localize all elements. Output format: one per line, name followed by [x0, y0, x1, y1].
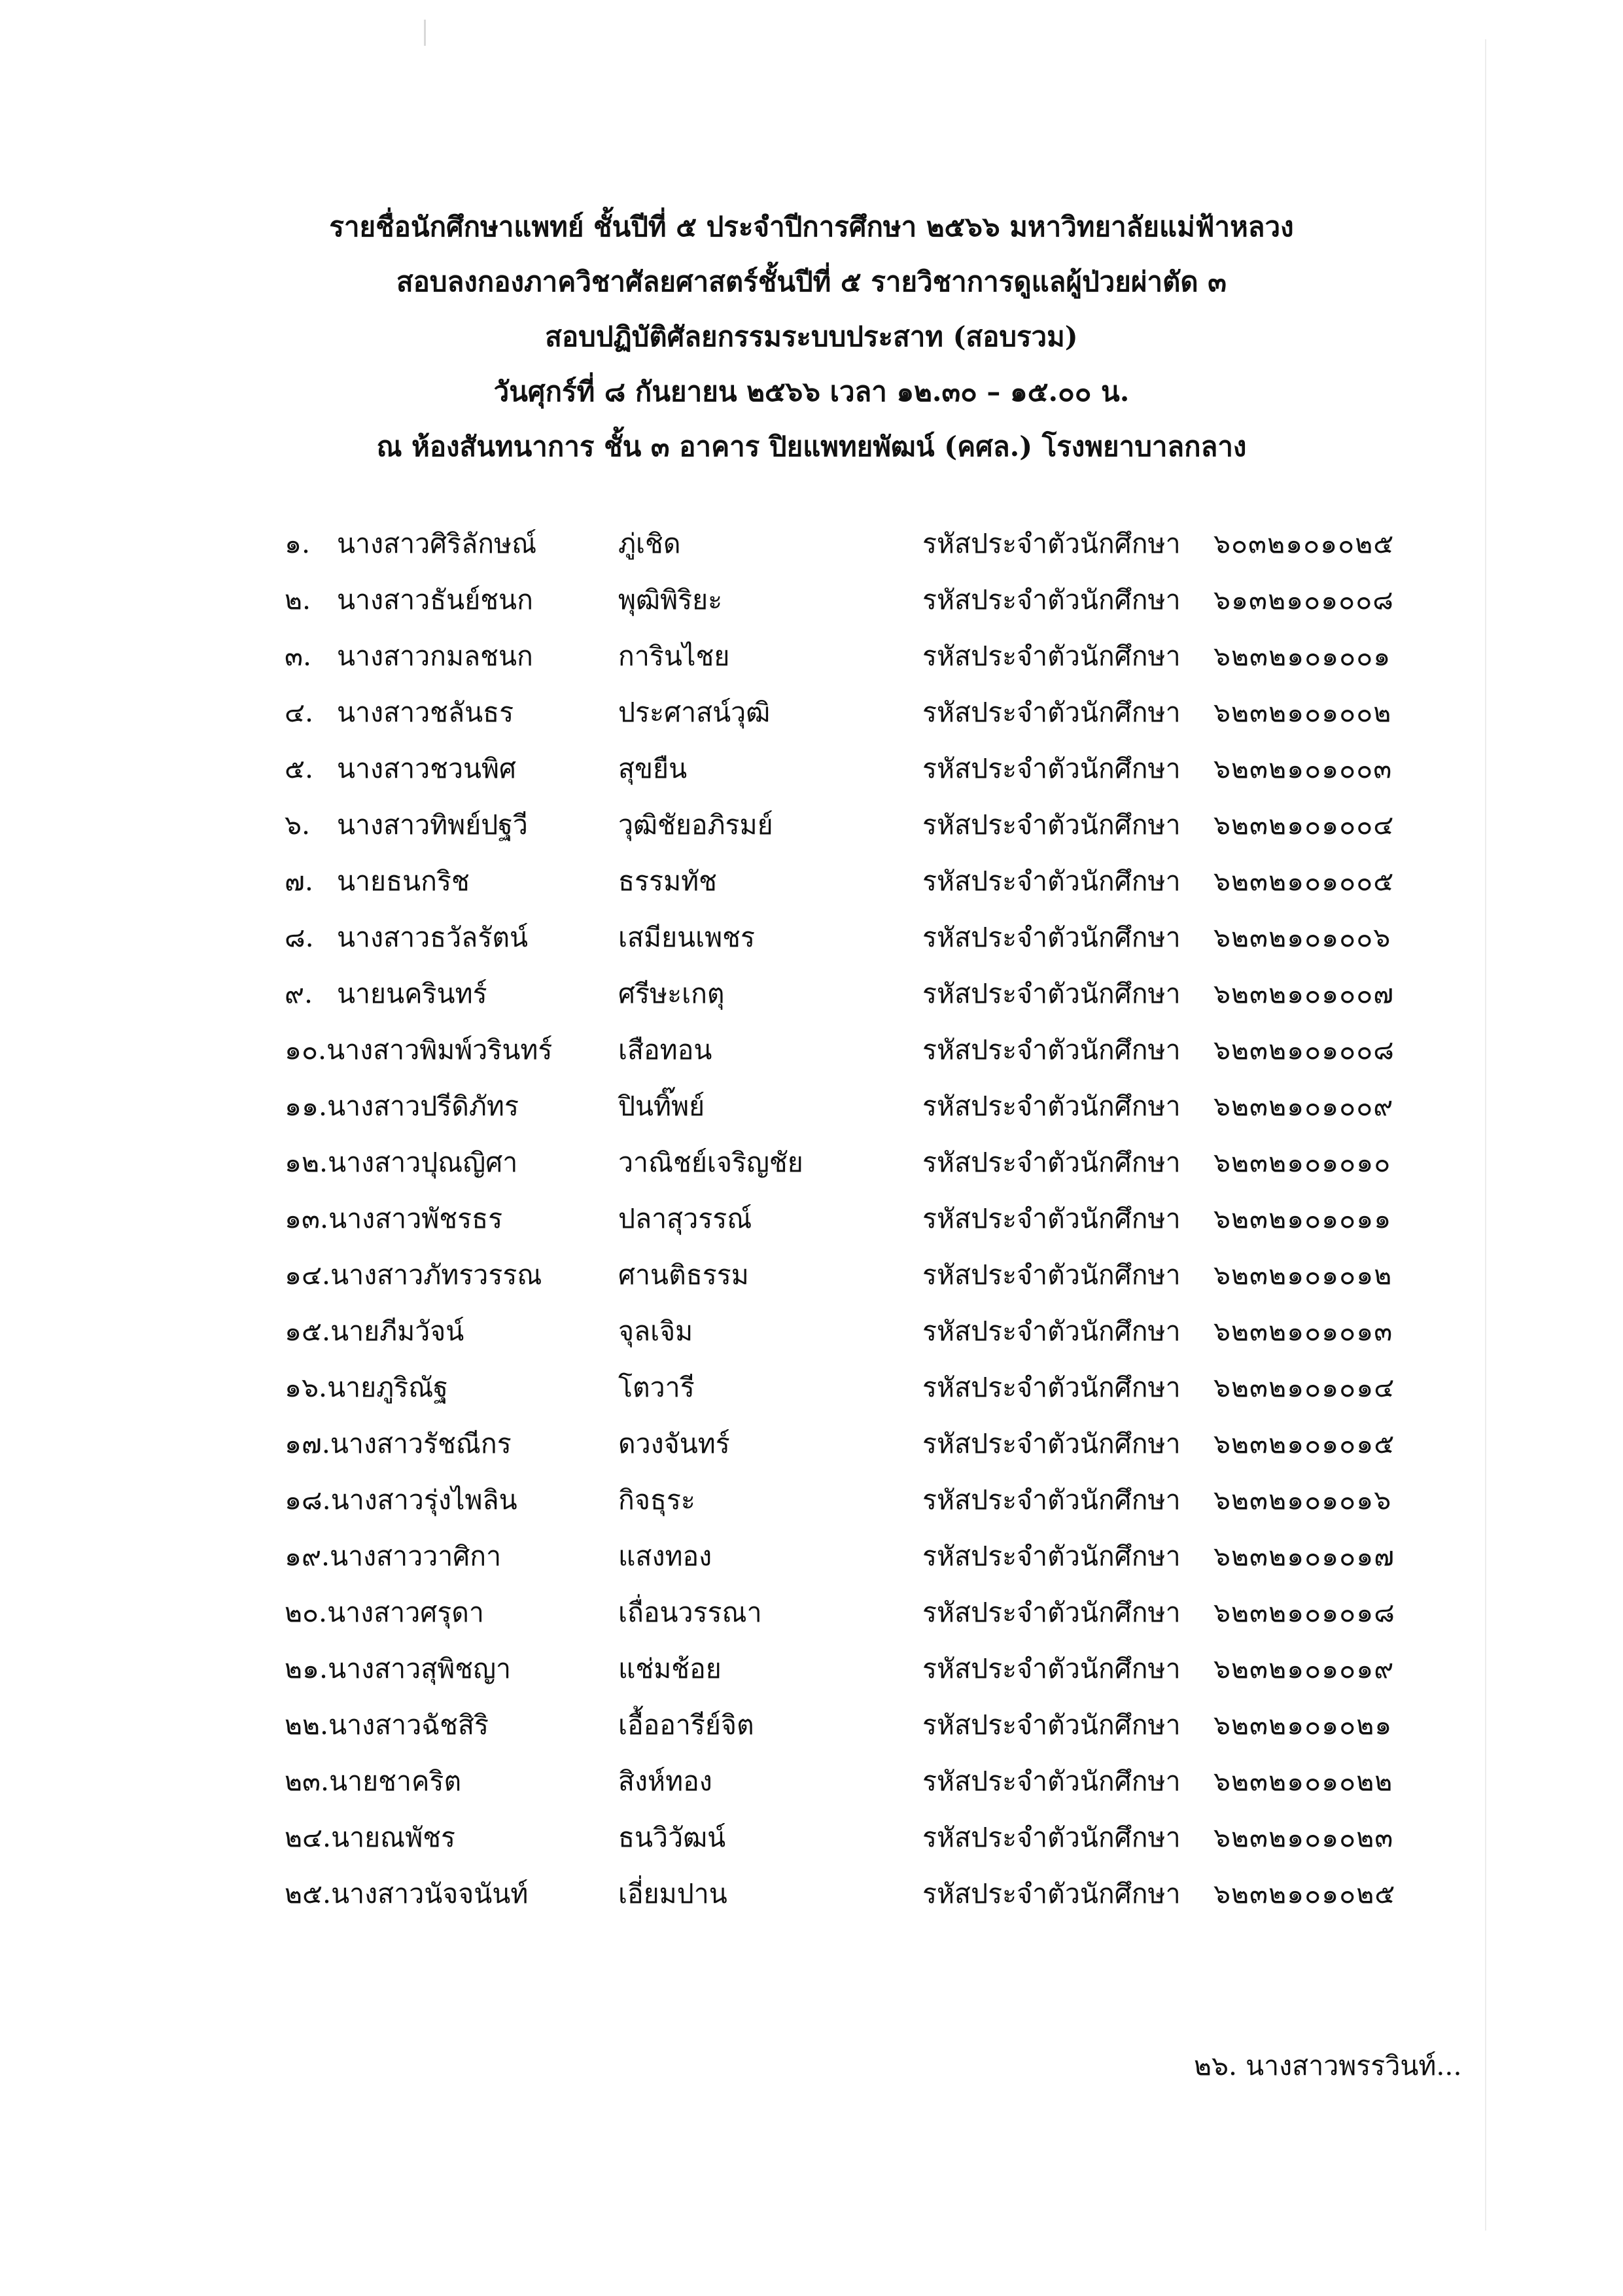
student-row	[0, 1753, 1623, 1809]
student-row	[0, 853, 1623, 909]
student-last-name: เอื้ออารีย์จิต	[618, 1709, 754, 1741]
student-last-name: การินไชย	[618, 640, 730, 672]
student-id-label: รหัสประจำตัวนักศึกษา	[922, 1822, 1181, 1853]
student-last-name: ศานติธรรม	[618, 1259, 749, 1291]
student-id-label: รหัสประจำตัวนักศึกษา	[922, 1259, 1181, 1291]
student-row	[0, 1359, 1623, 1416]
student-first-name: ๒๓.นายชาคริต	[285, 1765, 462, 1797]
student-last-name: ธรรมทัช	[618, 865, 717, 897]
student-id: ๖๒๓๒๑๐๑๐๑๑	[1213, 1203, 1392, 1234]
student-last-name: โตวารี	[618, 1372, 695, 1403]
student-first-name: ๑๕.นายภีมวัจน์	[285, 1315, 464, 1347]
student-first-name: ๑๖.นายภูริณัฐ	[285, 1372, 448, 1403]
student-first-name: นางสาวกมลชนก	[337, 640, 533, 672]
student-id: ๖๒๓๒๑๐๑๐๐๗	[1213, 978, 1395, 1009]
student-last-name: พุฒิพิริยะ	[618, 584, 723, 616]
student-id-label: รหัสประจำตัวนักศึกษา	[922, 1765, 1181, 1797]
student-row	[0, 572, 1623, 628]
student-id-label: รหัสประจำตัวนักศึกษา	[922, 978, 1181, 1009]
student-first-name: ๑๑.นางสาวปรีดิภัทร	[285, 1090, 519, 1122]
student-id-label: รหัสประจำตัวนักศึกษา	[922, 1147, 1181, 1178]
student-id-label: รหัสประจำตัวนักศึกษา	[922, 528, 1181, 559]
student-last-name: ศรีษะเกตุ	[618, 978, 725, 1009]
student-row	[0, 1584, 1623, 1641]
student-last-name: แสงทอง	[618, 1540, 712, 1572]
student-row	[0, 1022, 1623, 1078]
student-list	[0, 515, 1623, 1922]
student-first-name: นางสาวชลันธร	[337, 697, 514, 728]
student-id-label: รหัสประจำตัวนักศึกษา	[922, 640, 1181, 672]
continuation-note: ๒๖. นางสาวพรรวินท์...	[1194, 2050, 1462, 2081]
student-first-name: ๒๐.นางสาวศรุดา	[285, 1597, 484, 1628]
student-id: ๖๑๓๒๑๐๑๐๐๘	[1213, 584, 1394, 616]
student-last-name: เสือทอน	[618, 1034, 712, 1066]
student-last-name: แช่มช้อย	[618, 1653, 722, 1684]
student-first-name: ๒๒.นางสาวฉัชสิริ	[285, 1709, 489, 1741]
student-id-label: รหัสประจำตัวนักศึกษา	[922, 1090, 1181, 1122]
student-id: ๖๒๓๒๑๐๑๐๑๖	[1213, 1484, 1392, 1516]
student-id: ๖๒๓๒๑๐๑๐๑๓	[1213, 1315, 1393, 1347]
student-first-name: ๒๔.นายณพัชร	[285, 1822, 456, 1853]
student-id-label: รหัสประจำตัวนักศึกษา	[922, 922, 1181, 953]
student-row	[0, 909, 1623, 965]
student-id: ๖๒๓๒๑๐๑๐๐๓	[1213, 753, 1393, 784]
student-row	[0, 797, 1623, 853]
student-id: ๖๒๓๒๑๐๑๐๑๒	[1213, 1259, 1393, 1291]
student-first-name: ๑๗.นางสาวรัชณีกร	[285, 1428, 512, 1459]
student-id-label: รหัสประจำตัวนักศึกษา	[922, 1653, 1181, 1684]
student-id-label: รหัสประจำตัวนักศึกษา	[922, 1315, 1181, 1347]
student-last-name: ดวงจันทร์	[618, 1428, 730, 1459]
student-first-name: นางสาวทิพย์ปฐวี	[337, 809, 528, 841]
student-id: ๖๒๓๒๑๐๑๐๒๕	[1213, 1878, 1396, 1909]
student-number: ๗.	[285, 865, 313, 897]
student-id: ๖๒๓๒๑๐๑๐๐๕	[1213, 865, 1395, 897]
student-id: ๖๐๓๒๑๐๑๐๒๕	[1213, 528, 1395, 559]
student-number: ๓.	[285, 640, 312, 672]
student-last-name: จุลเจิม	[618, 1315, 693, 1347]
student-row	[0, 740, 1623, 797]
student-row	[0, 1191, 1623, 1247]
student-id: ๖๒๓๒๑๐๑๐๒๓	[1213, 1822, 1394, 1853]
student-id: ๖๒๓๒๑๐๑๐๐๘	[1213, 1034, 1395, 1066]
student-first-name: ๒๑.นางสาวสุพิชญา	[285, 1653, 512, 1684]
student-first-name: นางสาวธันย์ชนก	[337, 584, 533, 616]
student-number: ๕.	[285, 753, 314, 784]
header-venue-line: ณ ห้องสันทนาการ ชั้น ๓ อาคาร ปิยแพทยพัฒน์ (คศล.) โรงพยาบาลกลาง	[376, 430, 1247, 462]
student-first-name: นางสาวธวัลรัตน์	[337, 922, 528, 953]
student-id-label: รหัสประจำตัวนักศึกษา	[922, 1034, 1181, 1066]
student-id: ๖๒๓๒๑๐๑๐๑๔	[1213, 1372, 1395, 1403]
student-first-name: ๑๙.นางสาววาศิกา	[285, 1540, 502, 1572]
student-id: ๖๒๓๒๑๐๑๐๒๑	[1213, 1709, 1393, 1741]
student-last-name: ธนวิวัฒน์	[618, 1822, 726, 1853]
student-id-label: รหัสประจำตัวนักศึกษา	[922, 865, 1181, 897]
student-id-label: รหัสประจำตัวนักศึกษา	[922, 1484, 1181, 1516]
student-id: ๖๒๓๒๑๐๑๐๑๙	[1213, 1653, 1395, 1684]
student-last-name: สิงห์ทอง	[618, 1765, 712, 1797]
student-number: ๑.	[285, 528, 311, 559]
student-id: ๖๒๓๒๑๐๑๐๑๐	[1213, 1147, 1391, 1178]
student-number: ๙.	[285, 978, 313, 1009]
student-row	[0, 1809, 1623, 1866]
student-id-label: รหัสประจำตัวนักศึกษา	[922, 1372, 1181, 1403]
student-last-name: สุขยืน	[618, 753, 688, 784]
student-row	[0, 1247, 1623, 1303]
student-last-name: เอี่ยมปาน	[618, 1878, 727, 1909]
student-last-name: ปินทิ๊พย์	[618, 1090, 705, 1122]
student-number: ๘.	[285, 922, 314, 953]
student-row	[0, 1697, 1623, 1753]
student-id: ๖๒๓๒๑๐๑๐๐๔	[1213, 809, 1395, 841]
student-first-name: ๑๔.นางสาวภัทรวรรณ	[285, 1259, 542, 1291]
student-id-label: รหัสประจำตัวนักศึกษา	[922, 1540, 1181, 1572]
student-first-name: ๒๕.นางสาวนัจจนันท์	[285, 1878, 529, 1909]
student-first-name: ๑๘.นางสาวรุ่งไพลิน	[285, 1484, 517, 1516]
student-row	[0, 515, 1623, 572]
student-id-label: รหัสประจำตัวนักศึกษา	[922, 753, 1181, 784]
student-row	[0, 1641, 1623, 1697]
student-row	[0, 1866, 1623, 1922]
student-id: ๖๒๓๒๑๐๑๐๑๘	[1213, 1597, 1395, 1628]
student-row	[0, 1528, 1623, 1584]
student-id: ๖๒๓๒๑๐๑๐๑๕	[1213, 1428, 1395, 1459]
header-course-line: สอบลงกองภาควิชาศัลยศาสตร์ชั้นปีที่ ๕ รายวิชาการดูแลผู้ป่วยผ่าตัด ๓	[396, 266, 1227, 298]
student-first-name: นางสาวชวนพิศ	[337, 753, 517, 784]
header-date-line: วันศุกร์ที่ ๘ กันยายน ๒๕๖๖ เวลา ๑๒.๓๐ – ๑๕.๐๐ น.	[493, 375, 1130, 408]
student-last-name: วุฒิชัยอภิรมย์	[618, 809, 773, 841]
student-first-name: นางสาวศิริลักษณ์	[337, 528, 537, 559]
student-first-name: ๑๓.นางสาวพัชรธร	[285, 1203, 503, 1234]
student-row	[0, 1303, 1623, 1359]
student-first-name: นายนครินทร์	[337, 978, 487, 1009]
student-number: ๒.	[285, 584, 311, 616]
student-last-name: เสมียนเพชร	[618, 922, 756, 953]
student-id: ๖๒๓๒๑๐๑๐๐๙	[1213, 1090, 1394, 1122]
student-id-label: รหัสประจำตัวนักศึกษา	[922, 1428, 1181, 1459]
student-last-name: ปลาสุวรรณ์	[618, 1203, 752, 1234]
header-exam-line: สอบปฏิบัติศัลยกรรมระบบประสาท (สอบรวม)	[545, 321, 1078, 353]
student-id-label: รหัสประจำตัวนักศึกษา	[922, 697, 1181, 728]
student-last-name: กิจธุระ	[618, 1484, 695, 1516]
student-last-name: ประศาสน์วุฒิ	[618, 697, 771, 728]
student-id: ๖๒๓๒๑๐๑๐๐๑	[1213, 640, 1391, 672]
student-first-name: นายธนกริช	[337, 865, 470, 897]
student-id: ๖๒๓๒๑๐๑๐๐๖	[1213, 922, 1391, 953]
student-row	[0, 1416, 1623, 1472]
student-id: ๖๒๓๒๑๐๑๐๑๗	[1213, 1540, 1395, 1572]
student-first-name: ๑๒.นางสาวปุณญิศา	[285, 1147, 518, 1178]
scan-edge-mark	[424, 20, 426, 46]
student-id-label: รหัสประจำตัวนักศึกษา	[922, 809, 1181, 841]
student-row	[0, 1078, 1623, 1134]
header-title-line: รายชื่อนักศึกษาแพทย์ ชั้นปีที่ ๕ ประจำปีการศึกษา ๒๕๖๖ มหาวิทยาลัยแม่ฟ้าหลวง	[329, 211, 1294, 243]
student-row	[0, 684, 1623, 740]
student-row	[0, 1134, 1623, 1191]
student-last-name: เถื่อนวรรณา	[618, 1597, 762, 1628]
document-header	[0, 200, 1623, 474]
student-last-name: วาณิชย์เจริญชัย	[618, 1147, 803, 1178]
student-id: ๖๒๓๒๑๐๑๐๐๒	[1213, 697, 1392, 728]
student-last-name: ภู่เชิด	[618, 528, 681, 559]
student-number: ๖.	[285, 809, 311, 841]
student-row	[0, 628, 1623, 684]
student-id-label: รหัสประจำตัวนักศึกษา	[922, 1878, 1181, 1909]
student-id-label: รหัสประจำตัวนักศึกษา	[922, 1709, 1181, 1741]
student-row	[0, 1472, 1623, 1528]
student-id-label: รหัสประจำตัวนักศึกษา	[922, 1203, 1181, 1234]
student-first-name: ๑๐.นางสาวพิมพ์วรินทร์	[285, 1034, 553, 1066]
student-id-label: รหัสประจำตัวนักศึกษา	[922, 584, 1181, 616]
student-id-label: รหัสประจำตัวนักศึกษา	[922, 1597, 1181, 1628]
student-id: ๖๒๓๒๑๐๑๐๒๒	[1213, 1765, 1393, 1797]
student-row	[0, 965, 1623, 1022]
student-number: ๔.	[285, 697, 314, 728]
